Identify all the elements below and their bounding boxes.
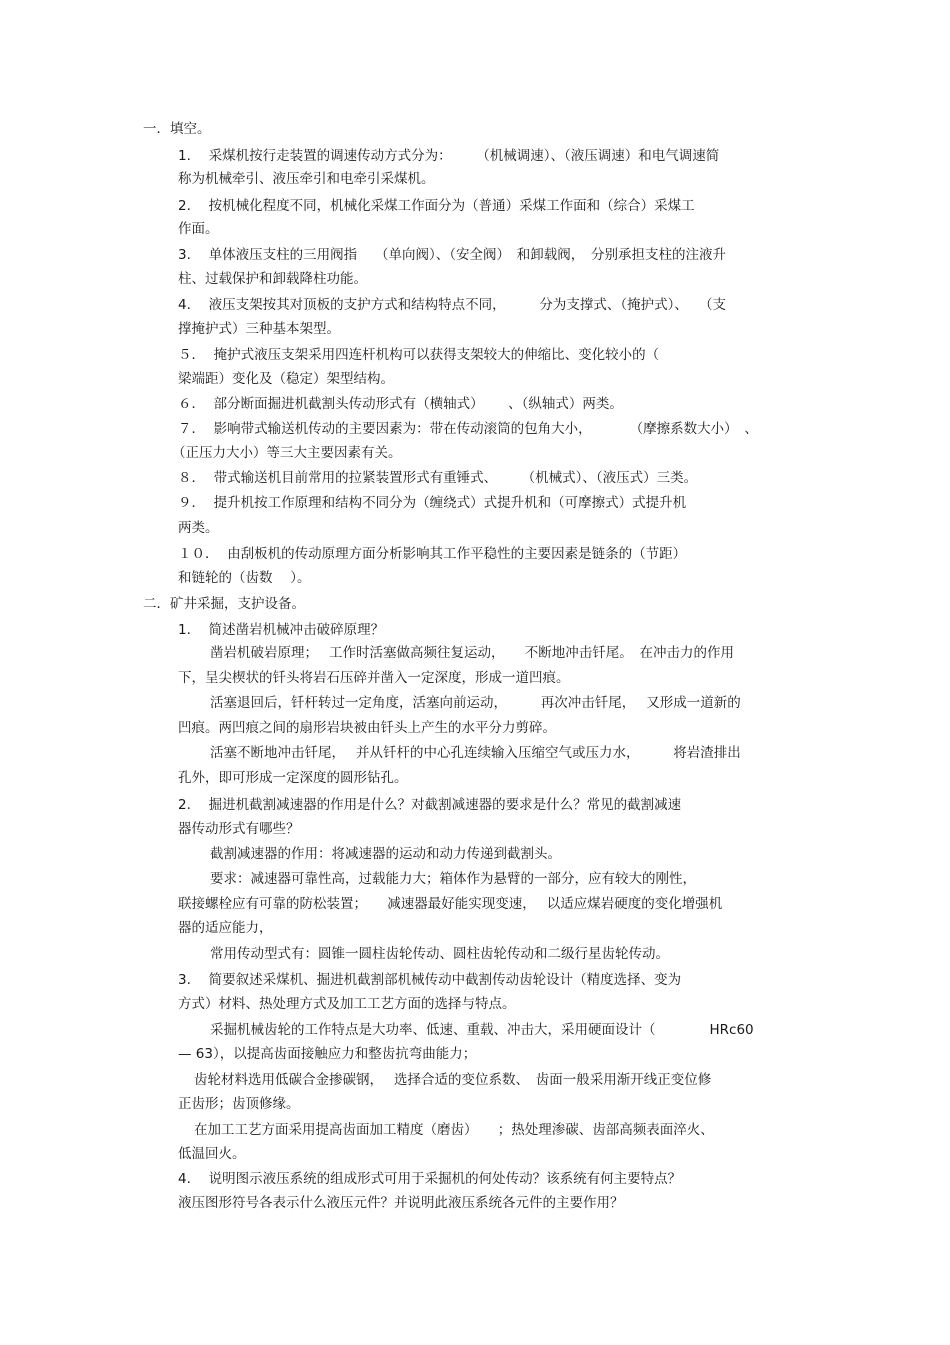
answer-3-para-1-line-1: 采掘机械齿轮的工作特点是大功率、低速、重载、冲击大，采用硬面设计（ HRc60 xyxy=(210,1022,754,1038)
question-10-line-2: 和链轮的（齿数 ）。 xyxy=(178,570,311,586)
question-2-line-2: 作面。 xyxy=(178,221,219,237)
answer-4-question-line-2: 液压图形符号各表示什么液压元件？并说明此液压系统各元件的主要作用？ xyxy=(178,1195,624,1211)
answer-1-question: 1. 简述凿岩机械冲击破碎原理？ xyxy=(178,622,385,638)
answer-2-para-3: 常用传动型式有：圆锥一圆柱齿轮传动、圆柱齿轮传动和二级行星齿轮传动。 xyxy=(210,946,669,962)
answer-4-question-line-1: 4. 说明图示液压系统的组成形式可用于采掘机的何处传动？该系统有何主要特点？ xyxy=(178,1171,682,1187)
answer-1-para-1-line-1: 凿岩机破岩原理； 工作时活塞做高频往复运动， 不断地冲击钎尾。 在冲击力的作用 xyxy=(210,645,735,661)
question-9-line-1: ９． 提升机按工作原理和结构不同分为（缠绕式）式提升机和（可摩擦式）式提升机 xyxy=(178,495,687,511)
answer-1-para-2-line-1: 活塞退回后，钎杆转过一定角度，活塞向前运动， 再次冲击钎尾， 又形成一道新的 xyxy=(210,695,741,711)
answer-2-para-2-line-2: 联接螺栓应有可靠的防松装置； 减速器最好能实现变速， 以适应煤岩硬度的变化增强机 xyxy=(178,896,723,912)
answer-2-question-line-1: 2. 掘进机截割减速器的作用是什么？对截割减速器的要求是什么？常见的截割减速 xyxy=(178,797,682,813)
answer-1-para-3-line-2: 孔外，即可形成一定深度的圆形钻孔。 xyxy=(178,770,408,786)
question-3-line-2: 柱、过载保护和卸载降柱功能。 xyxy=(178,271,367,287)
question-10-line-1: １０． 由刮板机的传动原理方面分析影响其工作平稳性的主要因素是链条的（节距） xyxy=(178,546,687,562)
answer-2-para-1: 截割减速器的作用：将减速器的运动和动力传递到截割头。 xyxy=(210,846,561,862)
question-4-line-1: 4. 液压支架按其对顶板的支护方式和结构特点不同， 分为支撑式、（掩护式）、 （支 xyxy=(178,297,726,313)
question-5-line-2: 梁端距）变化及（稳定）架型结构。 xyxy=(178,371,394,387)
question-2-line-1: 2. 按机械化程度不同，机械化采煤工作面分为（普通）采煤工作面和（综合）采煤工 xyxy=(178,198,695,214)
answer-3-question-line-1: 3. 简要叙述采煤机、掘进机截割部机械传动中截割传动齿轮设计（精度选择、变为 xyxy=(178,972,682,988)
answer-1-para-3-line-1: 活塞不断地冲击钎尾， 并从钎杆的中心孔连续输入压缩空气或压力水， 将岩渣排出 xyxy=(210,745,741,761)
answer-2-question-line-2: 器传动形式有哪些？ xyxy=(178,821,300,837)
question-6-line-1: ６． 部分断面掘进机截割头传动形式有（横轴式） 、（纵轴式）两类。 xyxy=(178,396,623,412)
answer-3-para-1-line-2: — 63），以提高齿面接触应力和整齿抗弯曲能力； xyxy=(178,1046,477,1062)
section-heading-mining: 二．矿井采掘，支护设备。 xyxy=(143,596,305,612)
question-7-line-1: ７． 影响带式输送机传动的主要因素为：带在传动滚筒的包角大小， （摩擦系数大小） 、 xyxy=(178,421,758,437)
question-5-line-1: ５． 掩护式液压支架采用四连杆机构可以获得支架较大的伸缩比、变化较小的（ xyxy=(178,347,660,363)
answer-3-para-3-line-2: 低温回火。 xyxy=(178,1146,246,1162)
answer-3-para-2-line-2: 正齿形；齿顶修缘。 xyxy=(178,1096,300,1112)
answer-2-para-2-line-3: 器的适应能力， xyxy=(178,920,273,936)
question-9-line-2: 两类。 xyxy=(178,520,219,536)
question-7-line-2: （正压力大小）等三大主要因素有关。 xyxy=(172,445,402,461)
section-heading-fill: 一．填空。 xyxy=(143,121,211,137)
answer-3-para-3-line-1: 在加工工艺方面采用提高齿面加工精度（磨齿） ；热处理渗碳、齿部高频表面淬火、 xyxy=(194,1122,714,1138)
answer-1-para-2-line-2: 凹痕。两凹痕之间的扇形岩块被由钎头上产生的水平分力剪碎。 xyxy=(178,720,556,736)
answer-3-question-line-2: 方式）材料、热处理方式及加工工艺方面的选择与特点。 xyxy=(178,996,516,1012)
question-1-line-1: 1. 采煤机按行走装置的调速传动方式分为： （机械调速）、（液压调速）和电气调速简 xyxy=(178,148,720,164)
question-4-line-2: 撑掩护式）三种基本架型。 xyxy=(178,321,340,337)
answer-2-para-2-line-1: 要求：减速器可靠性高，过载能力大；箱体作为悬臂的一部分，应有较大的刚性， xyxy=(210,871,696,887)
question-8-line-1: ８． 带式输送机目前常用的拉紧装置形式有重锤式、 （机械式）、（液压式）三类。 xyxy=(178,470,698,486)
question-3-line-1: 3. 单体液压支柱的三用阀指 （单向阀）、（安全阀） 和卸载阀， 分别承担支柱的注液升 xyxy=(178,247,726,263)
answer-3-para-2-line-1: 齿轮材料选用低碳合金掺碳钢， 选择合适的变位系数、 齿面一般采用渐开线正变位修 xyxy=(194,1072,712,1088)
question-1-line-2: 称为机械牵引、液压牵引和电牵引采煤机。 xyxy=(178,171,435,187)
answer-1-para-1-line-2: 下，呈尖楔状的钎头将岩石压碎并凿入一定深度，形成一道凹痕。 xyxy=(178,670,570,686)
